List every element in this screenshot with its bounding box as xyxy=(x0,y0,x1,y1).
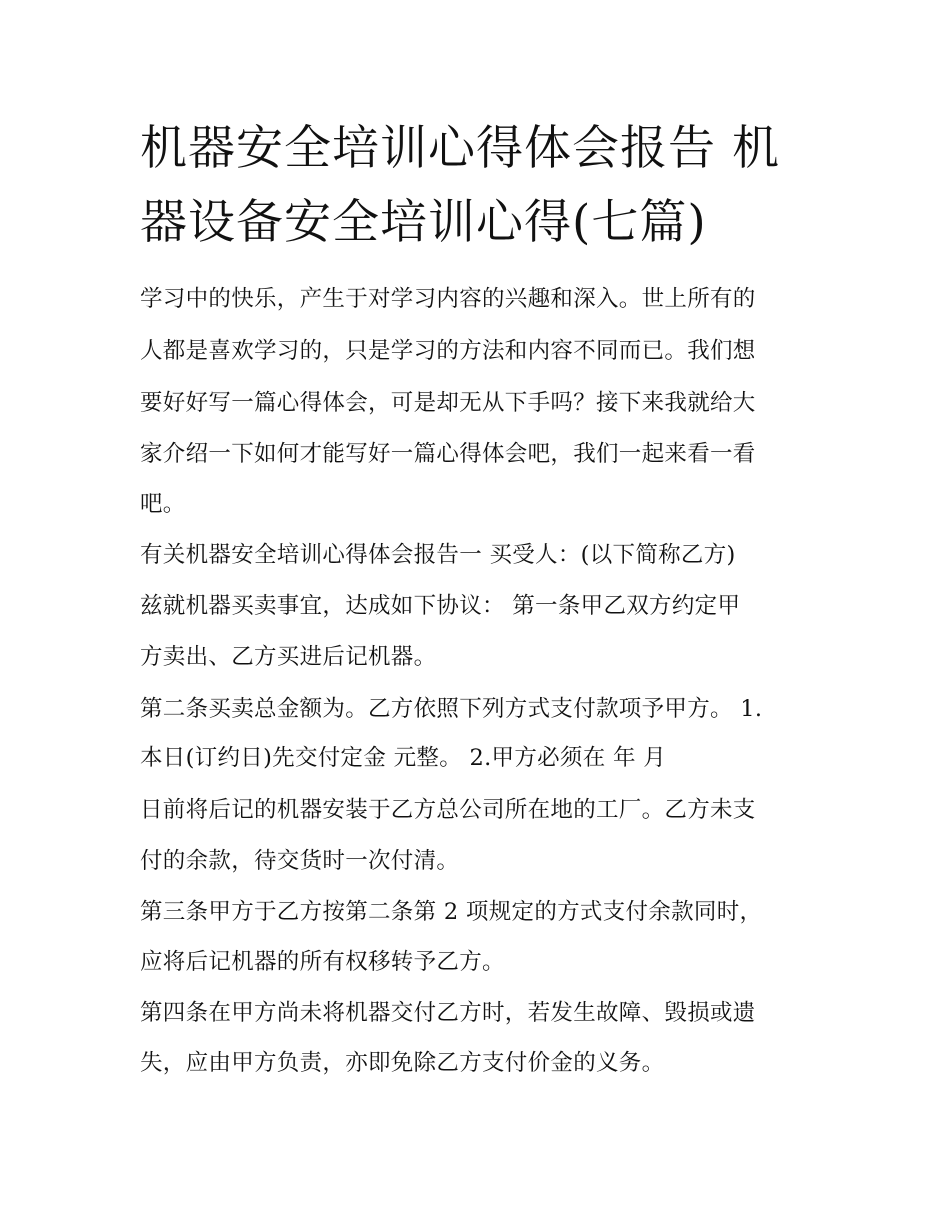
title-line: 器设备安全培训心得(七篇) xyxy=(140,195,707,250)
body-line: 方卖出、乙方买进后记机器。 xyxy=(140,644,437,670)
body-line: 兹就机器买卖事宜，达成如下协议： 第一条甲乙双方约定甲 xyxy=(140,593,741,619)
body-line: 失，应由甲方负责，亦即免除乙方支付价金的义务。 xyxy=(140,1050,665,1076)
body-line: 付的余款，待交货时一次付清。 xyxy=(140,848,460,874)
body-line: 第四条在甲方尚未将机器交付乙方时，若发生故障、毁损或遗 xyxy=(140,1000,756,1026)
body-line: 有关机器安全培训心得体会报告一 买受人：(以下简称乙方) xyxy=(140,542,736,568)
title-line: 机器安全培训心得体会报告 机 xyxy=(140,121,780,176)
body-line: 家介绍一下如何才能写好一篇心得体会吧，我们一起来看一看 xyxy=(140,441,756,467)
body-line: 日前将后记的机器安装于乙方总公司所在地的工厂。乙方未支 xyxy=(140,797,756,823)
body-line: 应将后记机器的所有权移转予乙方。 xyxy=(140,949,505,975)
body-line: 吧。 xyxy=(140,491,186,517)
body-line: 人都是喜欢学习的，只是学习的方法和内容不同而已。我们想 xyxy=(140,338,756,364)
body-line: 要好好写一篇心得体会，可是却无从下手吗？接下来我就给大 xyxy=(140,390,756,416)
body-line: 第二条买卖总金额为。乙方依照下列方式支付款项予甲方。 1. xyxy=(140,696,763,722)
document-title xyxy=(140,112,820,260)
body-line: 第三条甲方于乙方按第二条第 2 项规定的方式支付余款同时， xyxy=(140,899,763,925)
body-line: 本日(订约日)先交付定金 元整。 2.甲方必须在 年 月 xyxy=(140,745,667,771)
body-line: 学习中的快乐，产生于对学习内容的兴趣和深入。世上所有的 xyxy=(140,286,756,312)
